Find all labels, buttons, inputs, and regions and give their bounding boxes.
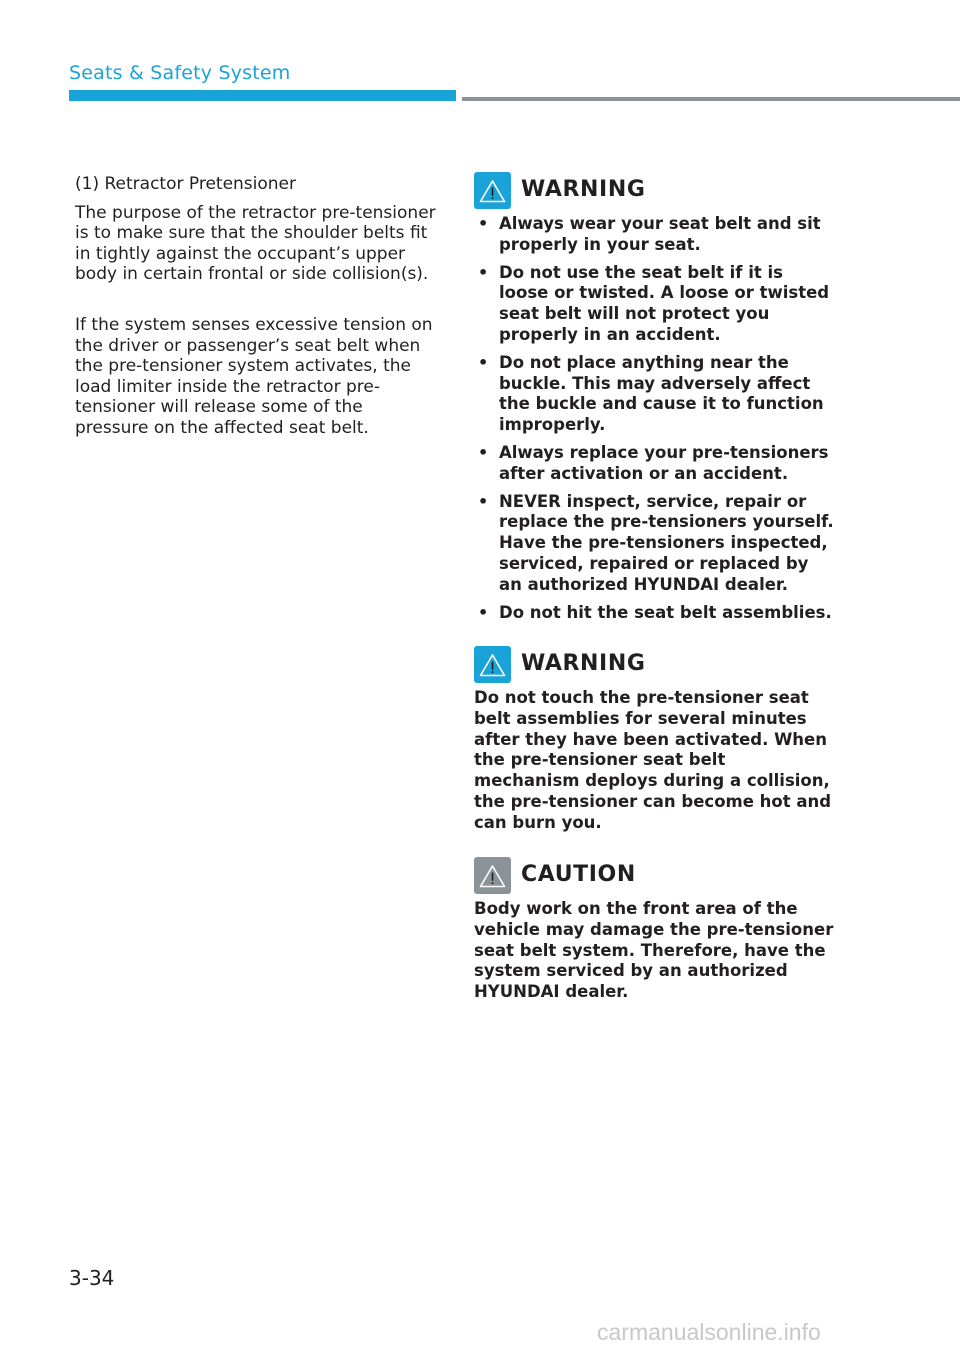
warning-header	[474, 172, 836, 209]
list-item: • Always wear your seat belt and sit properly in your seat.	[478, 214, 821, 254]
header-rule	[462, 97, 960, 101]
caution-header	[474, 857, 836, 894]
list-item: • NEVER inspect, service, repair or replace the pre-tensioners yourself. Have the pre-tensioners inspected, serviced, repaired or replaced by an authorized HYUNDAI dealer.	[478, 491, 834, 594]
header-accent-bar	[69, 90, 456, 101]
paragraph-load-limiter: If the system senses excessive tension on the driver or passenger’s seat belt when the pre-tensioner system activates, the load limiter inside the retractor pre-tensioner will release some of the pressure on the affected seat belt.	[75, 314, 433, 438]
caution-box	[474, 857, 836, 1003]
warning-triangle-icon	[474, 646, 511, 683]
warning-box-1	[474, 172, 836, 630]
warning-box-2	[474, 646, 836, 834]
warning-list	[474, 214, 836, 623]
list-item: • Always replace your pre-tensioners after activation or an accident.	[478, 442, 829, 483]
warning-header	[474, 646, 836, 683]
warning-title: WARNING	[521, 651, 646, 677]
warning-triangle-icon	[474, 172, 511, 209]
list-item: • Do not use the seat belt if it is loose or twisted. A loose or twisted seat belt will not protect you properly in an accident.	[478, 262, 830, 344]
watermark: carmanualsonline.info	[597, 1319, 821, 1345]
caution-text: Body work on the front area of the vehicle may damage the pre-tensioner seat belt system. Therefore, have the system serviced by an authorized HYUNDAI dealer.	[474, 899, 834, 1002]
subheading: (1) Retractor Pretensioner	[75, 174, 296, 194]
page-number: 3-34	[69, 1266, 115, 1290]
list-item: • Do not place anything near the buckle. This may adversely affect the buckle and cause it to function improperly.	[478, 352, 824, 435]
warning-text: Do not touch the pre-tensioner seat belt assemblies for several minutes after they have been activated. When the pre-tensioner seat belt mechanism deploys during a collision, the pre-tensioner can become hot and can burn you.	[474, 688, 832, 832]
list-item: • Do not hit the seat belt assemblies.	[478, 602, 832, 622]
warning-title: WARNING	[521, 177, 646, 203]
paragraph-purpose: The purpose of the retractor pre-tensioner is to make sure that the shoulder belts fit in tightly against the occupant’s upper body in certain frontal or side collision(s).	[75, 202, 436, 285]
left-column	[75, 174, 440, 439]
caution-triangle-icon	[474, 857, 511, 894]
section-title: Seats & Safety System	[69, 62, 291, 84]
caution-title: CAUTION	[521, 862, 636, 888]
